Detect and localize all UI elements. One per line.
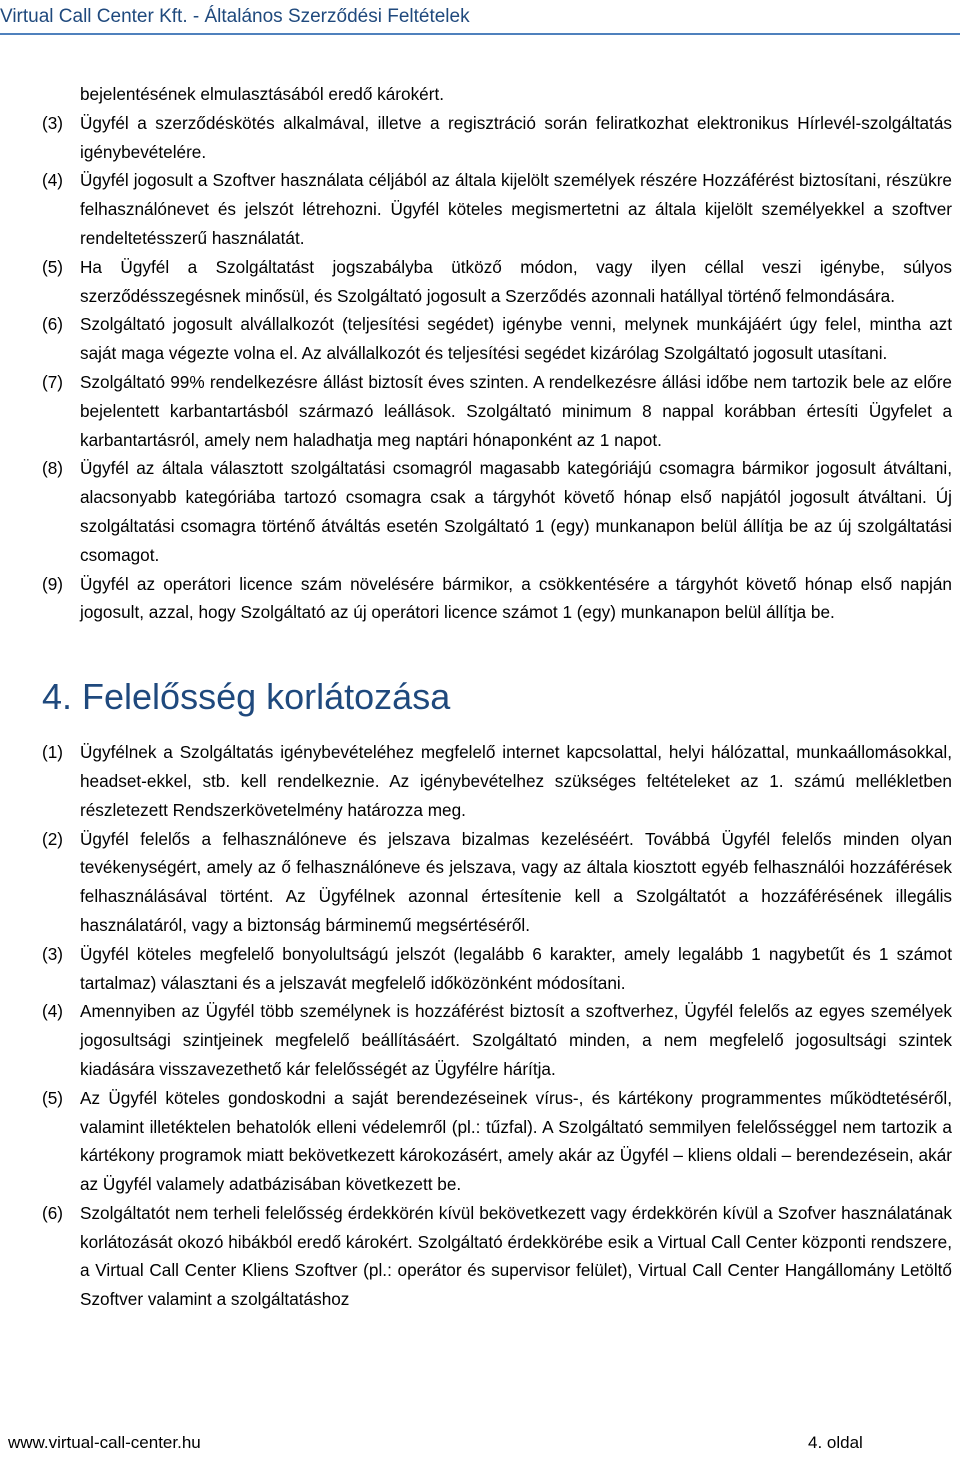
list-item — [42, 997, 952, 1083]
footer-page-number: 4. oldal — [808, 1433, 863, 1452]
list-item — [42, 368, 952, 454]
item-text: Amennyiben az Ügyfél több személynek is hozzáférést biztosít a szoftverhez, Ügyfél felelős az egyes személyek jogosultsági szintjeinek megfelelő beállításáért. Szolgáltató minden, a nem megfelelő jogosultsági szintek kiadására visszavezethető kár felelősségét az Ügyfélre hárítja. — [80, 1001, 952, 1079]
item-text: Ügyfél az operátori licence szám növelésére bármikor, a csökkentésére a tárgyhót követő hónap első napján jogosult, azzal, hogy Szolgáltató az új operátori licence számot 1 (egy) munkanapon belül állítja be. — [80, 573, 952, 623]
list-item — [42, 454, 952, 569]
clause-list-3 — [42, 109, 952, 627]
list-item — [42, 825, 952, 940]
list-item — [42, 253, 952, 311]
item-text: Ügyfélnek a Szolgáltatás igénybevételéhez megfelelő internet kapcsolattal, helyi hálózattal, munkaállomásokkal, headset-ekkel, stb. kell rendelkeznie. Az igénybevételhez szükséges feltételeket az 1. számú mellékletben részletezett Rendszerkövetelmény határozza meg. — [80, 742, 952, 820]
item-number: (4) — [42, 1001, 64, 1022]
list-item — [42, 1199, 952, 1314]
footer-website-url: www.virtual-call-center.hu — [8, 1433, 201, 1452]
item-text: Ügyfél a szerződéskötés alkalmával, illetve a regisztráció során feliratkozhat elektronikus Hírlevél-szolgáltatás igénybevételére. — [80, 112, 952, 162]
list-item — [42, 1084, 952, 1199]
list-item — [42, 166, 952, 252]
section-heading: 4. Felelősség korlátozása — [42, 676, 451, 718]
clause-list-4 — [42, 738, 952, 1314]
item-number: (2) — [42, 828, 64, 849]
document-body — [42, 80, 952, 1314]
item-number: (5) — [42, 1087, 64, 1108]
list-item — [42, 940, 952, 998]
list-item — [42, 310, 952, 368]
item-text: Ügyfél az általa választott szolgáltatási csomagról magasabb kategóriájú csomagra bármikor jogosult átváltani, alacsonyabb kategóriába tartozó csomagra csak a tárgyhót követő hónap első napjától jogosult átváltani. Új szolgáltatási csomagra történő átváltás esetén Szolgáltató 1 (egy) munkanapon belül állítja be az új szolgáltatási csomagot. — [80, 458, 952, 565]
item-number: (3) — [42, 943, 64, 964]
item-text: Szolgáltató jogosult alvállalkozót (teljesítési segédet) igénybe venni, melynek munkájáért úgy felel, mintha azt saját maga végezte volna el. Az alvállalkozót és teljesítési segédet kizárólag Szolgáltató jogosult utasítani. — [80, 314, 952, 364]
item-text: Ügyfél köteles megfelelő bonyolultságú jelszót (legalább 6 karakter, amely legalább 1 nagybetűt és 1 számot tartalmaz) választani és a jelszavát megfelelő időközönként módosítani. — [80, 943, 952, 993]
list-item — [42, 109, 952, 167]
item-number: (6) — [42, 314, 64, 335]
item-number: (4) — [42, 170, 64, 191]
item-number: (7) — [42, 371, 64, 392]
item-number: (3) — [42, 112, 64, 133]
item-number: (9) — [42, 573, 64, 594]
page-header-title: Virtual Call Center Kft. - Általános Szerződési Feltételek — [0, 6, 470, 27]
list-item — [42, 738, 952, 824]
item-number: (1) — [42, 742, 64, 763]
item-text: Az Ügyfél köteles gondoskodni a saját berendezéseinek vírus-, és kártékony programmentes működtetéséről, valamint illetéktelen behatolók elleni védelemről (pl.: tűzfal). A Szolgáltató semmilyen felelősséggel nem tartozik a kártékony programok miatt bekövetkezett károkozásért, amely akár az Ügyfél – kliens oldali – berendezésein, akár az Ügyfél valamely adatbázisában következett be. — [80, 1087, 952, 1195]
list-item — [42, 570, 952, 628]
continuation-text: bejelentésének elmulasztásából eredő károkért. — [80, 84, 445, 104]
item-number: (5) — [42, 256, 64, 277]
item-text: Ha Ügyfél a Szolgáltatást jogszabályba ütköző módon, vagy ilyen céllal veszi igénybe, súlyos szerződésszegésnek minősül, és Szolgáltató jogosult a Szerződés azonnali hatállyal történő felmondására. — [80, 256, 952, 306]
item-number: (8) — [42, 458, 64, 479]
item-text: Ügyfél felelős a felhasználóneve és jelszava bizalmas kezeléséért. Továbbá Ügyfél felelős minden olyan tevékenységért, amely az ő felhasználóneve és jelszava, vagy az általa kiosztott egyéb felhasználói hozzáférések felhasználásával történt. Az Ügyfélnek azonnal értesítenie kell a Szolgáltatót a hozzáférésének illegális használatáról, vagy a biztonság bárminemű megsértéséről. — [80, 828, 952, 935]
header-divider — [0, 33, 960, 35]
item-number: (6) — [42, 1202, 64, 1223]
item-text: Ügyfél jogosult a Szoftver használata céljából az általa kijelölt személyek részére Hozzáférést biztosítani, részükre felhasználónevet és jelszót létrehozni. Ügyfél köteles megismertetni az általa kijelölt személyekkel a szoftver rendeltetésszerű használatát. — [80, 170, 952, 248]
item-text: Szolgáltatót nem terheli felelősség érdekkörén kívül bekövetkezett vagy érdekkörén kívül a Szofver használatának korlátozását okozó hibákból eredő károkért. Szolgáltató érdekkörébe esik a Virtual Call Center központi rendszere, a Virtual Call Center Kliens Szoftver (pl.: operátor és supervisor felület), Virtual Call Center Hangállomány Letöltő Szoftver valamint a szolgáltatáshoz — [80, 1202, 952, 1310]
item-text: Szolgáltató 99% rendelkezésre állást biztosít éves szinten. A rendelkezésre állási időbe nem tartozik bele az előre bejelentett karbantartásból származó leállások. Szolgáltató minimum 8 nappal korábban értesíti Ügyfelet a karbantartásról, amely nem haladhatja meg naptári hónaponként az 1 napot. — [80, 371, 952, 450]
